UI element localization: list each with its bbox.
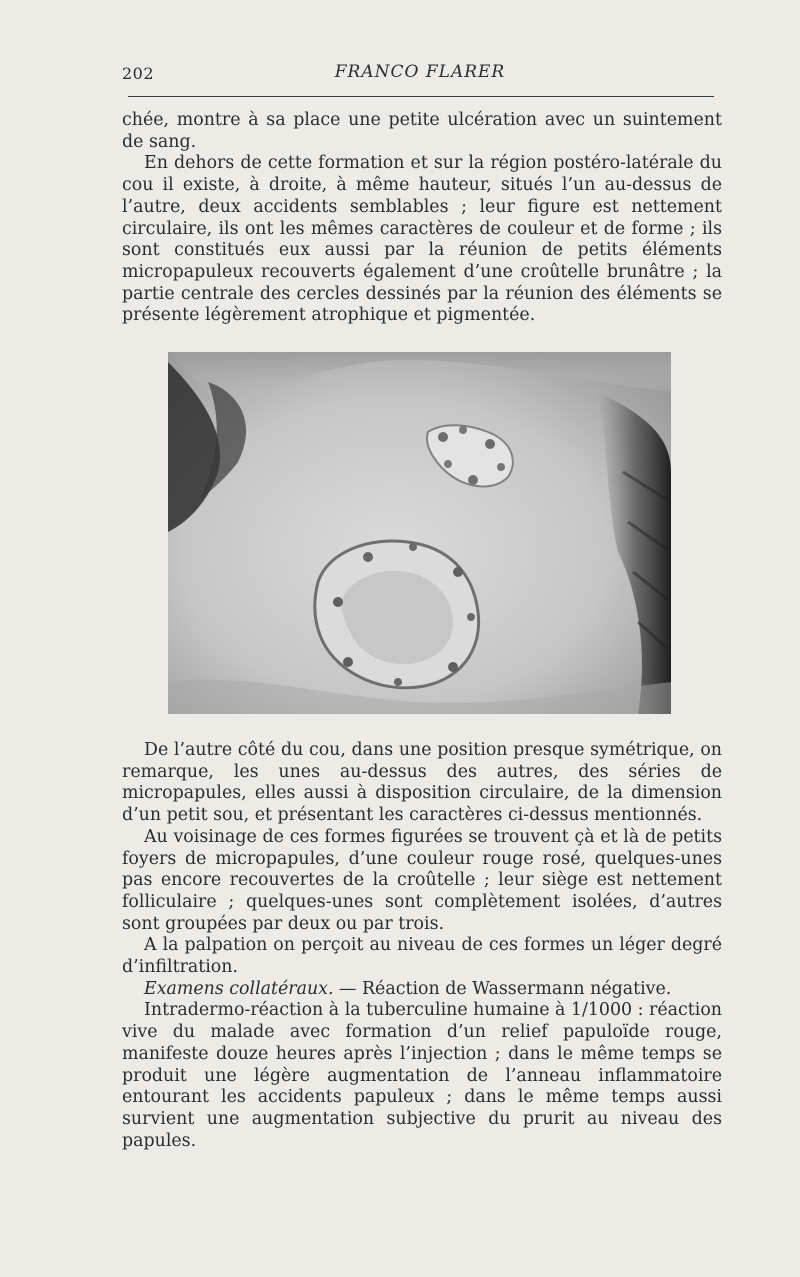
examens-text: — Réaction de Wassermann négative. [333, 978, 672, 999]
text-block-top [122, 110, 722, 327]
paragraph-voisinage: Au voisinage de ces formes figurées se trouvent çà et là de petits foyers de micropapules, d’une couleur rouge rosé, quelques-unes pas encore recouvertes de la croûtelle ; leur siège est nettement folliculaire ; quelques-unes sont complètement isolées, d’autres sont groupées par deux ou par trois. [122, 826, 722, 934]
paragraph-examens [122, 979, 722, 1001]
header-rule [128, 96, 714, 97]
paragraph-intradermo: Intradermo-réaction à la tuberculine humaine à 1/1000 : réaction vive du malade avec formation d’un relief papuloïde rouge, manifeste douze heures après l’injection ; dans le même temps se produit une légère augmentation de l’anneau inflammatoire entourant les accidents papuleux ; dans le même temps aussi survient une augmentation subjective du prurit au niveau des papules. [122, 1000, 722, 1151]
paragraph-lesions-right: En dehors de cette formation et sur la région postéro-latérale du cou il existe, à droite, à même hauteur, situés l’un au-dessus de l’autre, deux accidents semblables ; leur figure est nettement circulaire, ils ont les mêmes caractères de couleur et de forme ; ils sont constitués eux aussi par la réunion de petits éléments micropapuleux recouverts également d’une croûtelle brunâtre ; la partie centrale des cercles dessinés par la réunion des éléments se présente légèrement atrophique et pigmentée. [122, 153, 722, 326]
paragraph-palpation: A la palpation on perçoit au niveau de ces formes un léger degré d’infiltration. [122, 935, 722, 978]
page-header [122, 62, 718, 92]
page-number: 202 [122, 64, 155, 83]
running-head: FRANCO FLARER [334, 62, 506, 82]
text-block-bottom [122, 740, 722, 1152]
clinical-photograph-neck-lesions-icon [168, 352, 671, 714]
examens-heading: Examens collatéraux. [144, 978, 334, 999]
paragraph-continuation: chée, montre à sa place une petite ulcération avec un suintement de sang. [122, 110, 722, 152]
paragraph-other-side: De l’autre côté du cou, dans une position presque symétrique, on remarque, les unes au-dessus des autres, des séries de micropapules, elles aussi à disposition circulaire, de la dimension d’un petit sou, et présentant les caractères ci-dessus mentionnés. [122, 740, 722, 826]
clinical-photograph [168, 352, 671, 714]
